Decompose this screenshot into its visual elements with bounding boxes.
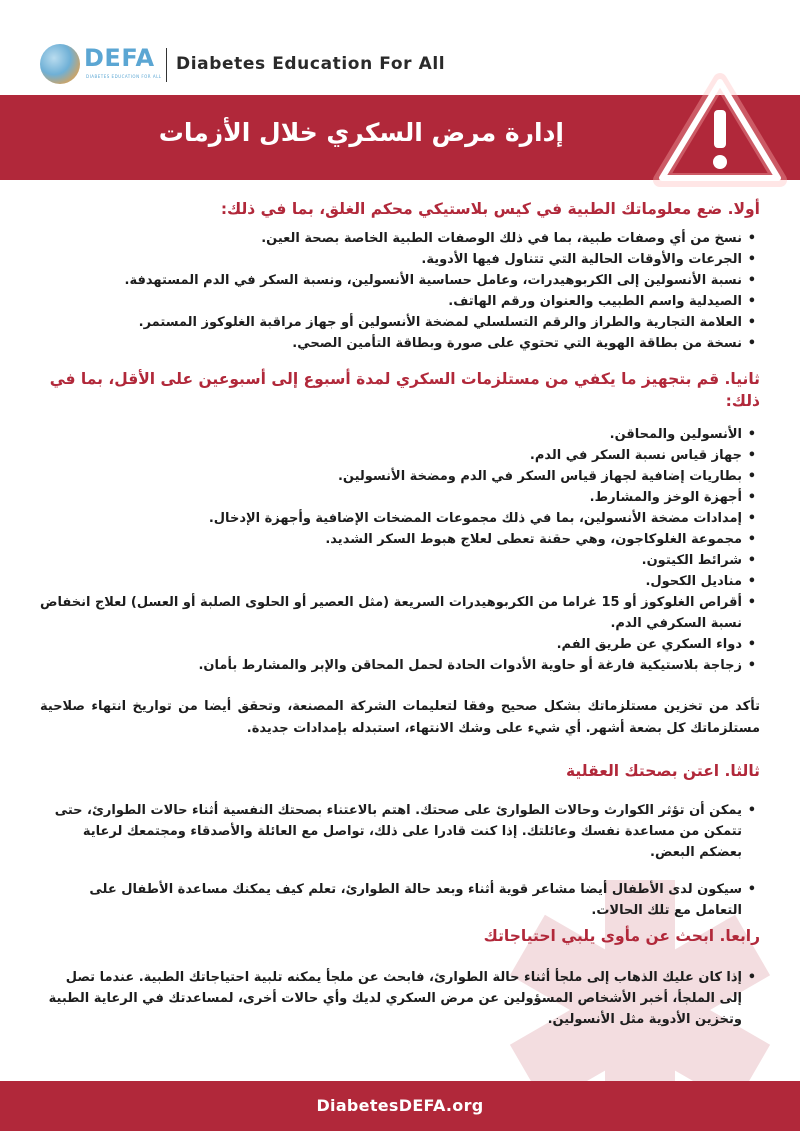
list-item: • نسبة الأنسولين إلى الكربوهيدرات، وعامل حساسية الأنسولين، ونسبة السكر في الدم المستهدفة. [40,270,742,291]
page-title: إدارة مرض السكري خلال الأزمات [158,118,564,147]
list-item: • إذا كان عليك الذهاب إلى ملجأ أثناء حالة الطوارئ، فابحث عن ملجأ يمكنه تلبية احتياجاتك الطبية. عندما تصل إلى الملجأ، أخبر الأشخاص المسؤولين عن مرض السكري لديك وأي حالات أخرى، لمساعدتك في الرعاية الطبية وتخزين الأدوية مثل الأنسولين. [40,967,742,1030]
section-4-list [40,967,760,1030]
list-item: • الصيدلية واسم الطبيب والعنوان ورقم الهاتف. [40,291,742,312]
list-item: • مجموعة الغلوكاجون، وهي حقنة تعطى لعلاج هبوط السكر الشديد. [40,529,742,550]
section-1-heading: أولا. ضع معلوماتك الطبية في كيس بلاستيكي محكم الغلق، بما في ذلك: [220,200,760,218]
section-3-list [40,800,760,921]
list-item: • شرائط الكيتون. [40,550,742,571]
list-item: • الأنسولين والمحاقن. [40,424,742,445]
logo-subtext: DIABETES EDUCATION FOR ALL [86,74,162,79]
section-2-list [40,424,760,676]
section-1-list [40,228,760,354]
list-item: • العلامة التجارية والطراز والرقم التسلسلي لمضخة الأنسولين أو جهاز مراقبة الغلوكوز المستمر. [40,312,742,333]
section-3-heading: ثالثا. اعتن بصحتك العقلية [566,762,760,780]
list-item: • زجاجة بلاستيكية فارغة أو حاوية الأدوات الحادة لحمل المحاقن والإبر والمشارط بأمان. [40,655,742,676]
list-item: • إمدادات مضخة الأنسولين، بما في ذلك مجموعات المضخات الإضافية وأجهزة الإدخال. [40,508,742,529]
list-item: • أقراص الغلوكوز أو 15 غراما من الكربوهيدرات السريعة (مثل العصير أو الحلوى الصلبة أو العسل) لعلاج انخفاض نسبة السكرفي الدم. [40,592,742,634]
list-item: • دواء السكري عن طريق الفم. [40,634,742,655]
brand-name: Diabetes Education For All [176,54,446,74]
warning-triangle-icon [650,70,790,190]
globe-icon [40,44,80,84]
logo-divider [166,48,167,82]
storage-paragraph: تأكد من تخزين مستلزماتك بشكل صحيح وفقا لتعليمات الشركة المصنعة، وتحقق أيضا من تواريخ انتهاء صلاحية مستلزماتك كل بضعة أشهر. أي شيء على وشك الانتهاء، استبدله بإمدادات جديدة. [40,699,760,736]
list-item: • مناديل الكحول. [40,571,742,592]
list-item: • نسخ من أي وصفات طبية، بما في ذلك الوصفات الطبية الخاصة بصحة العين. [40,228,742,249]
footer-website-link[interactable]: DiabetesDEFA.org [316,1096,484,1115]
main-content [40,198,760,1030]
section-2-heading: ثانيا. قم بتجهيز ما يكفي من مستلزمات السكري لمدة أسبوع إلى أسبوعين على الأقل، بما في ذلك: [49,370,760,410]
list-item: • جهاز قياس نسبة السكر في الدم. [40,445,742,466]
list-item: • سيكون لدى الأطفال أيضا مشاعر قوية أثناء وبعد حالة الطوارئ، تعلم كيف يمكنك مساعدة الأطفال على التعامل مع تلك الحالات. [40,879,742,921]
logo-text: DEFA [84,44,155,72]
list-item: • بطاريات إضافية لجهاز قياس السكر في الدم ومضخة الأنسولين. [40,466,742,487]
list-item: • الجرعات والأوقات الحالية التي تتناول فيها الأدوية. [40,249,742,270]
defa-logo [40,42,180,88]
section-4-heading: رابعا. ابحث عن مأوى يلبي احتياجاتك [483,927,760,945]
list-item: • أجهزة الوخز والمشارط. [40,487,742,508]
list-item: • نسخة من بطاقة الهوية التي تحتوي على صورة وبطاقة التأمين الصحي. [40,333,742,354]
list-item: • يمكن أن تؤثر الكوارث وحالات الطوارئ على صحتك. اهتم بالاعتناء بصحتك النفسية أثناء حالات الطوارئ، حتى تتمكن من مساعدة نفسك وعائلتك. إذا كنت قادرا على ذلك، تواصل مع العائلة والأصدقاء ومجتمعك لرعاية بعضكم البعض. [40,800,742,863]
